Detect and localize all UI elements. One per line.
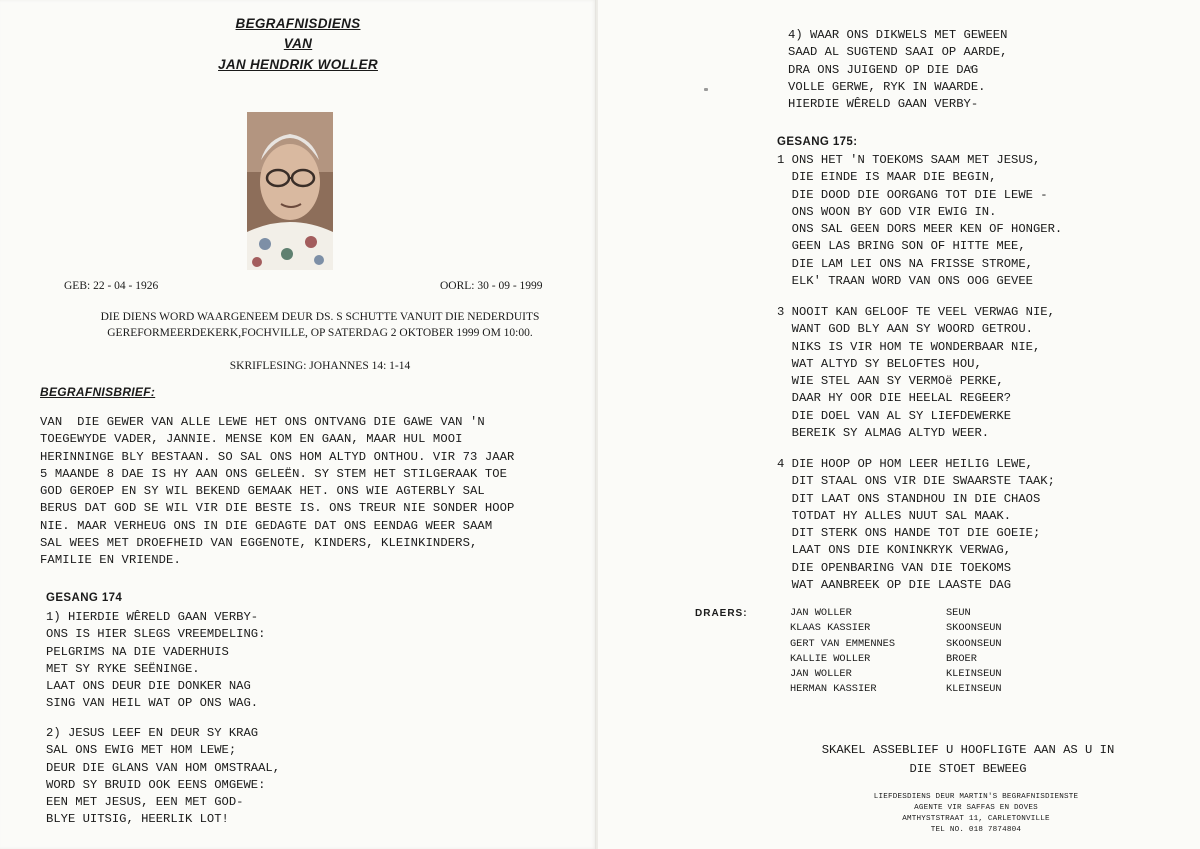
brief-line: GOD GEROEP EN SY WIL BEKEND GEMAAK HET. ONS WIE AGTERBLY SAL: [40, 484, 485, 499]
death-date: OORL: 30 - 09 - 1999: [440, 280, 543, 292]
service-line-1: DIE DIENS WORD WAARGENEEM DEUR DS. S SCHUTTE VANUIT DIE NEDERDUITS: [100, 311, 540, 323]
service-line-2: GEREFORMEERDEKERK,FOCHVILLE, OP SATERDAG 2 OKTOBER 1999 OM 10:00.: [107, 327, 533, 339]
verse-line: WANT GOD BLY AAN SY WOORD GETROU.: [777, 322, 1033, 337]
verse-line: VOLLE GERWE, RYK IN WAARDE.: [788, 79, 986, 94]
verse-line: SING VAN HEIL WAT OP ONS WAG.: [46, 696, 259, 711]
brief-heading: BEGRAFNISBRIEF:: [40, 385, 156, 399]
bearer-relation: KLEINSEUN: [946, 683, 1002, 696]
title-line-1: BEGRAFNISDIENS: [235, 16, 361, 31]
title-line-2: VAN: [283, 36, 313, 51]
verse-line: DIT STAAL ONS VIR DIE SWAARSTE TAAK;: [777, 474, 1055, 489]
bearer-names: [790, 606, 895, 698]
funeral-home-line: LIEFDESDIENS DEUR MARTIN'S BEGRAFNISDIENSTE: [873, 793, 1079, 801]
funeral-home-line: AGENTE VIR SAFFAS EN DOVES: [914, 804, 1038, 812]
bearer-name: HERMAN KASSIER: [790, 683, 877, 696]
scan-speck: [704, 88, 708, 91]
birth-date: GEB: 22 - 04 - 1926: [64, 280, 159, 292]
funeral-letter: [40, 414, 514, 570]
bearer-relation: SEUN: [946, 607, 971, 619]
bearer-name: JAN WOLLER: [790, 668, 852, 681]
verse-line: DIE LAM LEI ONS NA FRISSE STROME,: [777, 256, 1033, 271]
hymn-175-verse-3: [777, 304, 1055, 442]
bearer-name: GERT VAN EMMENNES: [790, 637, 896, 650]
verse-line: ONS IS HIER SLEGS VREEMDELING:: [46, 627, 266, 642]
brief-line: FAMILIE EN VRIENDE.: [40, 553, 181, 568]
brief-line: TOEGEWYDE VADER, JANNIE. MENSE KOM EN GAAN, MAAR HUL MOOI: [40, 432, 463, 447]
bearers-label: DRAERS:: [695, 608, 748, 619]
verse-line: DIE EINDE IS MAAR DIE BEGIN,: [777, 170, 997, 185]
funeral-home-line: TEL NO. 018 7874804: [930, 826, 1022, 834]
hymn-175-verse-4: [777, 456, 1055, 594]
verse-line: DAAR HY OOR DIE HEELAL REGEER?: [777, 391, 1012, 406]
verse-line: DRA ONS JUIGEND OP DIE DAG: [788, 62, 979, 77]
closing-line: SKAKEL ASSEBLIEF U HOOFLIGTE AAN AS U IN: [821, 743, 1115, 757]
funeral-home-line: AMTHYSTSTRAAT 11, CARLETONVILLE: [902, 815, 1050, 823]
verse-line: TOTDAT HY ALLES NUUT SAL MAAK.: [777, 508, 1012, 523]
left-page: [0, 0, 596, 849]
verse-line: DIE DOEL VAN AL SY LIEFDEWERKE: [777, 408, 1012, 423]
right-page: [598, 0, 1200, 849]
brief-line: NIE. MAAR VERHEUG ONS IN DIE GEDAGTE DAT ONS EENDAG WEER SAAM: [40, 518, 493, 533]
portrait-photo: [247, 112, 333, 270]
hymn-174-verse-2: [46, 725, 280, 829]
verse-line: 1 ONS HET 'N TOEKOMS SAAM MET JESUS,: [777, 153, 1041, 167]
verse-line: DEUR DIE GLANS VAN HOM OMSTRAAL,: [46, 760, 281, 775]
bearer-relation: BROER: [946, 652, 977, 665]
verse-line: 3 NOOIT KAN GELOOF TE VEEL VERWAG NIE,: [777, 305, 1055, 319]
verse-line: WIE STEL AAN SY VERMOë PERKE,: [777, 374, 1004, 389]
brief-line: BERUS DAT GOD SE WIL VIR DIE BESTE IS. ONS TREUR NIE SONDER HOOP: [40, 501, 515, 516]
verse-line: WORD SY BRUID OOK EENS OMGEWE:: [46, 777, 266, 792]
verse-line: PELGRIMS NA DIE VADERHUIS: [46, 644, 229, 659]
verse-line: MET SY RYKE SEËNINGE.: [46, 661, 200, 676]
verse-line: WAT ALTYD SY BELOFTES HOU,: [777, 356, 982, 371]
bearer-relation: SKOONSEUN: [946, 637, 1002, 650]
verse-line: LAAT ONS DEUR DIE DONKER NAG: [46, 679, 251, 694]
verse-line: EEN MET JESUS, EEN MET GOD-: [46, 795, 244, 810]
hymn-174-title: GESANG 174: [46, 592, 123, 604]
bearer-relation: SKOONSEUN: [946, 622, 1002, 635]
verse-line: GEEN LAS BRING SON OF HITTE MEE,: [777, 239, 1026, 254]
title-line-3: JAN HENDRIK WOLLER: [218, 57, 378, 72]
portrait-icon: [247, 112, 333, 270]
brief-line: HERINNINGE BLY BESTAAN. SO SAL ONS HOM ALTYD ONTHOU. VIR 73 JAAR: [40, 449, 515, 464]
hymn-174-verse-4: [788, 27, 1007, 113]
verse-line: DIE DOOD DIE OORGANG TOT DIE LEWE -: [777, 187, 1048, 202]
verse-line: 4) WAAR ONS DIKWELS MET GEWEEN: [788, 28, 1008, 42]
bearer-name: KALLIE WOLLER: [790, 652, 871, 665]
verse-line: NIKS IS VIR HOM TE WONDERBAAR NIE,: [777, 339, 1041, 354]
verse-line: SAL ONS EWIG MET HOM LEWE;: [46, 743, 237, 758]
hymn-174-verse-1: [46, 609, 265, 713]
brief-line: 5 MAANDE 8 DAE IS HY AAN ONS GELEËN. SY STEM HET STILGERAAK TOE: [40, 466, 508, 481]
verse-line: 1) HIERDIE WÊRELD GAAN VERBY-: [46, 610, 259, 624]
bearer-name: JAN WOLLER: [790, 607, 852, 619]
funeral-home-info: [806, 792, 1146, 836]
verse-line: ONS SAL GEEN DORS MEER KEN OF HONGER.: [777, 222, 1063, 237]
verse-line: DIE OPENBARING VAN DIE TOEKOMS: [777, 560, 1012, 575]
verse-line: LAAT ONS DIE KONINKRYK VERWAG,: [777, 543, 1012, 558]
verse-line: WAT AANBREEK OP DIE LAASTE DAG: [777, 578, 1012, 593]
verse-line: BEREIK SY ALMAG ALTYD WEER.: [777, 426, 990, 441]
closing-line: DIE STOET BEWEEG: [909, 762, 1027, 776]
brief-line: VAN DIE GEWER VAN ALLE LEWE HET ONS ONTVANG DIE GAWE VAN 'N: [40, 415, 485, 429]
scripture-reading: SKRIFLESING: JOHANNES 14: 1-14: [229, 360, 411, 372]
verse-line: DIT STERK ONS HANDE TOT DIE GOEIE;: [777, 526, 1041, 541]
bearer-relation: KLEINSEUN: [946, 668, 1002, 681]
verse-line: ELK' TRAAN WORD VAN ONS OOG GEVEE: [777, 274, 1033, 289]
verse-line: 2) JESUS LEEF EN DEUR SY KRAG: [46, 726, 259, 740]
bearer-relations: [946, 606, 1002, 698]
verse-line: SAAD AL SUGTEND SAAI OP AARDE,: [788, 45, 1008, 60]
hymn-175-title: GESANG 175:: [777, 136, 858, 148]
headlights-notice: [758, 741, 1178, 779]
verse-line: 4 DIE HOOP OP HOM LEER HEILIG LEWE,: [777, 457, 1033, 471]
verse-line: HIERDIE WÊRELD GAAN VERBY-: [788, 97, 979, 112]
verse-line: DIT LAAT ONS STANDHOU IN DIE CHAOS: [777, 491, 1041, 506]
bearer-name: KLAAS KASSIER: [790, 622, 871, 635]
hymn-175-verse-1: [777, 152, 1062, 290]
verse-line: BLYE UITSIG, HEERLIK LOT!: [46, 812, 229, 827]
verse-line: ONS WOON BY GOD VIR EWIG IN.: [777, 204, 997, 219]
brief-line: SAL WEES MET DROEFHEID VAN EGGENOTE, KINDERS, KLEINKINDERS,: [40, 536, 478, 551]
